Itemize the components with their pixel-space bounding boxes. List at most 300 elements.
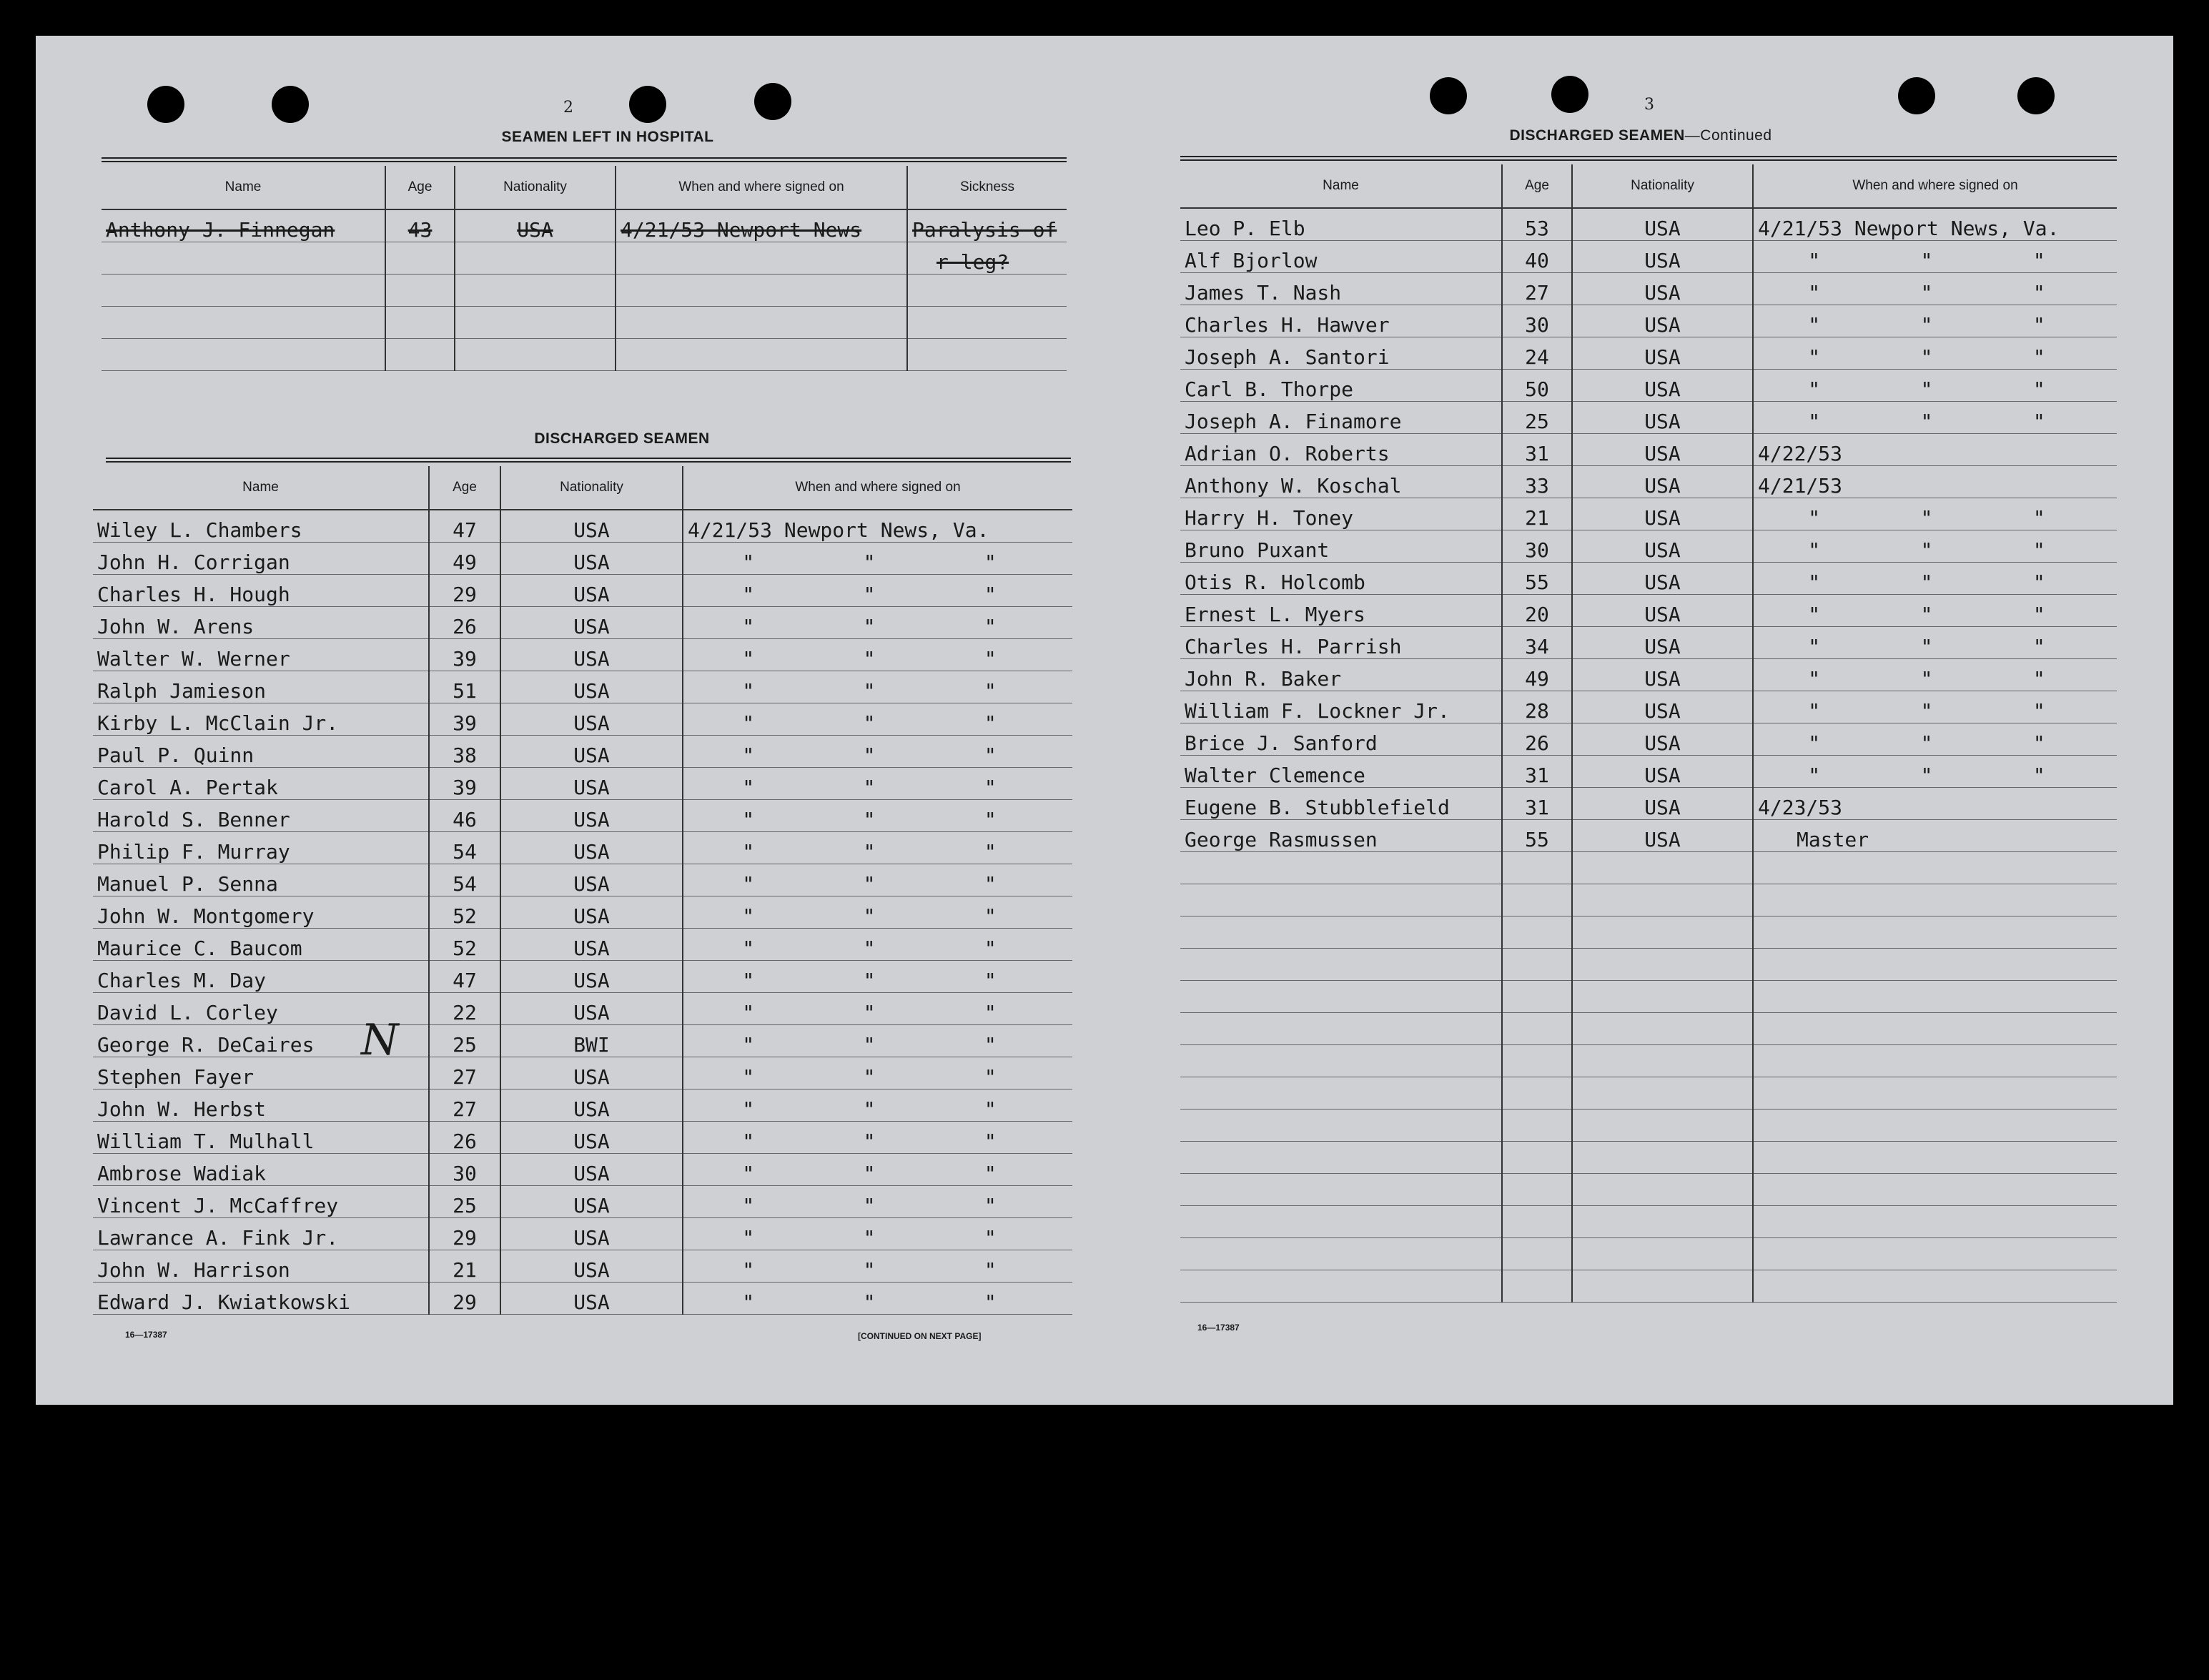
seaman-nationality: USA (1572, 627, 1753, 659)
blank-cell (1180, 981, 1502, 1013)
seaman-age: 33 (1502, 466, 1572, 498)
blank-cell (102, 242, 385, 275)
ditto-mark: " (863, 808, 876, 831)
signed-on (683, 768, 1072, 800)
ditto-mark: " (1808, 731, 1821, 755)
seaman-age: 47 (429, 510, 500, 543)
handwritten-mark: N (361, 1015, 399, 1065)
table-row (93, 896, 1072, 929)
ditto-mark: " (984, 647, 997, 671)
signed-on (683, 832, 1072, 864)
seaman-age: 34 (1502, 627, 1572, 659)
seaman-age: 27 (1502, 273, 1572, 305)
seaman-name: Alf Bjorlow (1180, 241, 1502, 273)
signed-on: Master (1753, 820, 2117, 852)
ditto-marks (1758, 570, 2117, 594)
ditto-marks (688, 1097, 1072, 1121)
blank-cell (1502, 1174, 1572, 1206)
ditto-marks (688, 840, 1072, 864)
seaman-name: John W. Herbst (93, 1089, 429, 1122)
ditto-mark: " (984, 1162, 997, 1185)
seaman-name: Carl B. Thorpe (1180, 370, 1502, 402)
signed-on (1753, 756, 2117, 788)
table-row (1180, 691, 2117, 723)
ditto-mark: " (1920, 506, 1933, 530)
hospital-section-title: SEAMEN LEFT IN HOSPITAL (501, 129, 714, 145)
seaman-age: 39 (429, 639, 500, 671)
signed-on (1753, 723, 2117, 756)
blank-cell (455, 242, 616, 275)
blank-cell (455, 307, 616, 339)
seaman-name: Carol A. Pertak (93, 768, 429, 800)
blank-cell (1572, 1110, 1753, 1142)
ditto-mark: " (742, 1001, 755, 1024)
seaman-name: Ralph Jamieson (93, 671, 429, 703)
ditto-mark: " (742, 840, 755, 864)
blank-cell (102, 307, 385, 339)
ditto-mark: " (1808, 249, 1821, 272)
ditto-mark: " (863, 679, 876, 703)
column-header: When and where signed on (1753, 164, 2117, 208)
blank-cell (907, 275, 1067, 307)
ditto-mark: " (863, 937, 876, 960)
ditto-mark: " (742, 1130, 755, 1153)
blank-cell (385, 242, 455, 275)
ditto-mark: " (742, 969, 755, 992)
seaman-age: 55 (1502, 563, 1572, 595)
table-row (1180, 659, 2117, 691)
seaman-age: 52 (429, 929, 500, 961)
signed-on (1753, 402, 2117, 434)
seaman-nationality: USA (500, 639, 683, 671)
ditto-mark: " (984, 969, 997, 992)
ditto-mark: " (984, 776, 997, 799)
ditto-marks (1758, 410, 2117, 433)
blank-row (1180, 1013, 2117, 1045)
seaman-age: 21 (1502, 498, 1572, 530)
blank-cell (1502, 852, 1572, 884)
seaman-age: 50 (1502, 370, 1572, 402)
table-row (93, 1154, 1072, 1186)
ditto-mark: " (984, 1033, 997, 1057)
seaman-nationality: USA (1572, 337, 1753, 370)
seaman-age: 31 (1502, 756, 1572, 788)
ditto-mark: " (1808, 764, 1821, 787)
blank-row (1180, 1174, 2117, 1206)
seaman-nationality: USA (1572, 466, 1753, 498)
ditto-mark: " (863, 1097, 876, 1121)
blank-cell (1572, 1206, 1753, 1238)
blank-cell (1753, 1206, 2117, 1238)
ditto-mark: " (1808, 377, 1821, 401)
ditto-mark: " (742, 1065, 755, 1089)
signed-on: 4/21/53 (1753, 466, 2117, 498)
seaman-age: 39 (429, 703, 500, 736)
seaman-nationality: USA (1572, 563, 1753, 595)
blank-cell (907, 339, 1067, 371)
ditto-marks (688, 743, 1072, 767)
ditto-mark: " (863, 904, 876, 928)
ditto-marks (1758, 313, 2117, 337)
left-page (36, 36, 1104, 1405)
blank-cell (1502, 1142, 1572, 1174)
ditto-mark: " (984, 840, 997, 864)
seaman-nationality: USA (500, 510, 683, 543)
signed-on (683, 800, 1072, 832)
ditto-marks (688, 872, 1072, 896)
ditto-marks (688, 1130, 1072, 1153)
blank-cell (1572, 1142, 1753, 1174)
table-row (1180, 723, 2117, 756)
seaman-nationality: USA (1572, 434, 1753, 466)
signed-on: 4/21/53 Newport News, Va. (1753, 208, 2117, 241)
patient-nationality: USA (455, 209, 616, 242)
seaman-nationality: USA (1572, 756, 1753, 788)
seaman-age: 31 (1502, 788, 1572, 820)
ditto-marks (1758, 731, 2117, 755)
table-row (93, 575, 1072, 607)
seaman-name: Ernest L. Myers (1180, 595, 1502, 627)
ditto-marks (1758, 603, 2117, 626)
blank-row (1180, 981, 2117, 1013)
ditto-mark: " (863, 1226, 876, 1250)
blank-cell (1180, 1142, 1502, 1174)
ditto-marks (1758, 249, 2117, 272)
ditto-mark: " (2032, 313, 2045, 337)
blank-cell (1180, 1077, 1502, 1110)
blank-cell (1180, 1206, 1502, 1238)
seaman-age: 25 (429, 1025, 500, 1057)
document-scan (36, 36, 2173, 1405)
table-row (1180, 337, 2117, 370)
seaman-name: John H. Corrigan (93, 543, 429, 575)
ditto-mark: " (1920, 249, 1933, 272)
seaman-nationality: USA (1572, 659, 1753, 691)
ditto-mark: " (1920, 281, 1933, 305)
ditto-mark: " (863, 1130, 876, 1153)
table-row (93, 607, 1072, 639)
section-title-suffix: —Continued (1684, 127, 1772, 144)
discharged-continued-title (1390, 127, 1891, 144)
ditto-mark: " (984, 1226, 997, 1250)
ditto-marks (688, 969, 1072, 992)
table-row (93, 1057, 1072, 1089)
seaman-name: Joseph A. Finamore (1180, 402, 1502, 434)
table-row (1180, 305, 2117, 337)
seaman-nationality: USA (500, 896, 683, 929)
seaman-age: 22 (429, 993, 500, 1025)
blank-cell (1572, 884, 1753, 916)
blank-row (102, 275, 1067, 307)
seaman-nationality: USA (1572, 595, 1753, 627)
ditto-mark: " (742, 1162, 755, 1185)
seaman-age: 28 (1502, 691, 1572, 723)
seaman-name: Anthony W. Koschal (1180, 466, 1502, 498)
ditto-mark: " (742, 711, 755, 735)
signed-on (1753, 659, 2117, 691)
page-number: 2 (563, 99, 573, 117)
signed-on (1753, 627, 2117, 659)
ditto-mark: " (1808, 410, 1821, 433)
signed-on (1753, 337, 2117, 370)
signed-on (1753, 530, 2117, 563)
seaman-age: 29 (429, 575, 500, 607)
seaman-age: 21 (429, 1250, 500, 1283)
ditto-marks (688, 1065, 1072, 1089)
blank-cell (1572, 1174, 1753, 1206)
signed-on (683, 1089, 1072, 1122)
ditto-mark: " (742, 1097, 755, 1121)
seaman-age: 26 (429, 607, 500, 639)
table-row (93, 768, 1072, 800)
ditto-mark: " (984, 743, 997, 767)
ditto-mark: " (2032, 281, 2045, 305)
signed-on: 4/22/53 (1753, 434, 2117, 466)
ditto-mark: " (863, 615, 876, 638)
table-row (1180, 498, 2117, 530)
form-number: 16—17387 (1197, 1323, 1240, 1333)
column-header: Nationality (500, 466, 683, 510)
column-header: Name (102, 166, 385, 209)
seaman-name: Joseph A. Santori (1180, 337, 1502, 370)
ditto-marks (688, 1162, 1072, 1185)
seaman-name: Philip F. Murray (93, 832, 429, 864)
blank-row (1180, 1206, 2117, 1238)
ditto-mark: " (863, 1033, 876, 1057)
table-row (93, 800, 1072, 832)
blank-cell (616, 339, 907, 371)
seaman-name: Eugene B. Stubblefield (1180, 788, 1502, 820)
ditto-mark: " (863, 1194, 876, 1217)
ditto-mark: " (2032, 538, 2045, 562)
seaman-name: Brice J. Sanford (1180, 723, 1502, 756)
form-number: 16—17387 (125, 1330, 167, 1340)
seaman-nationality: USA (1572, 820, 1753, 852)
table-row (1180, 563, 2117, 595)
blank-cell (385, 307, 455, 339)
signed-on (1753, 563, 2117, 595)
blank-cell (1572, 1270, 1753, 1303)
blank-row (102, 339, 1067, 371)
ditto-mark: " (2032, 345, 2045, 369)
ditto-mark: " (863, 743, 876, 767)
ditto-mark: " (1920, 731, 1933, 755)
seaman-name: John R. Baker (1180, 659, 1502, 691)
ditto-marks (688, 1033, 1072, 1057)
seaman-name: Kirby L. McClain Jr. (93, 703, 429, 736)
blank-cell (1502, 1077, 1572, 1110)
table-row (1180, 370, 2117, 402)
signed-on (683, 896, 1072, 929)
ditto-mark: " (1920, 635, 1933, 658)
seaman-age: 46 (429, 800, 500, 832)
table-row (1180, 820, 2117, 852)
table-row (93, 1218, 1072, 1250)
seaman-nationality: USA (500, 1283, 683, 1315)
seaman-nationality: USA (500, 671, 683, 703)
ditto-mark: " (742, 776, 755, 799)
ditto-mark: " (984, 1097, 997, 1121)
ditto-mark: " (984, 550, 997, 574)
ditto-mark: " (863, 1162, 876, 1185)
signed-on (683, 961, 1072, 993)
seaman-nationality: USA (500, 961, 683, 993)
table-row (93, 1025, 1072, 1057)
seaman-nationality: USA (500, 1218, 683, 1250)
blank-cell (1753, 981, 2117, 1013)
seaman-name: Maurice C. Baucom (93, 929, 429, 961)
seaman-name: Charles M. Day (93, 961, 429, 993)
ditto-mark: " (742, 615, 755, 638)
seaman-nationality: USA (500, 1089, 683, 1122)
column-header: Age (429, 466, 500, 510)
blank-cell (1753, 1045, 2117, 1077)
blank-cell (1180, 1110, 1502, 1142)
signed-on (683, 575, 1072, 607)
seaman-name: David L. Corley (93, 993, 429, 1025)
seaman-nationality: USA (500, 800, 683, 832)
blank-row (1180, 1077, 2117, 1110)
ditto-mark: " (863, 711, 876, 735)
ditto-mark: " (1920, 377, 1933, 401)
blank-cell (1502, 884, 1572, 916)
signed-on (1753, 691, 2117, 723)
ditto-marks (688, 1258, 1072, 1282)
ditto-mark: " (2032, 699, 2045, 723)
ditto-marks (1758, 635, 2117, 658)
ditto-marks (1758, 699, 2117, 723)
blank-cell (1753, 1238, 2117, 1270)
table-row (1180, 788, 2117, 820)
ditto-mark: " (742, 904, 755, 928)
ditto-mark: " (742, 583, 755, 606)
discharged-table (93, 466, 1072, 1315)
ditto-mark: " (1920, 603, 1933, 626)
signed-on (683, 607, 1072, 639)
ditto-mark: " (984, 937, 997, 960)
seaman-nationality: USA (500, 607, 683, 639)
seaman-nationality: USA (500, 864, 683, 896)
ditto-mark: " (1920, 699, 1933, 723)
ditto-mark: " (863, 583, 876, 606)
blank-cell (1753, 1077, 2117, 1110)
blank-cell (455, 275, 616, 307)
blank-cell (1753, 949, 2117, 981)
table-row (1180, 273, 2117, 305)
blank-cell (1180, 1270, 1502, 1303)
seaman-age: 39 (429, 768, 500, 800)
ditto-marks (688, 904, 1072, 928)
signed-on (683, 736, 1072, 768)
blank-cell (1180, 949, 1502, 981)
blank-cell (385, 339, 455, 371)
signed-on (683, 543, 1072, 575)
blank-cell (1502, 916, 1572, 949)
table-row (93, 510, 1072, 543)
blank-cell (1502, 1270, 1572, 1303)
seaman-age: 52 (429, 896, 500, 929)
blank-cell (1753, 884, 2117, 916)
signed-on (683, 1122, 1072, 1154)
seaman-age: 29 (429, 1283, 500, 1315)
ditto-mark: " (863, 1258, 876, 1282)
ditto-mark: " (863, 1001, 876, 1024)
blank-cell (1180, 1238, 1502, 1270)
ditto-mark: " (1808, 603, 1821, 626)
right-page (1104, 36, 2173, 1405)
ditto-mark: " (742, 550, 755, 574)
ditto-marks (688, 711, 1072, 735)
blank-cell (1572, 1013, 1753, 1045)
double-rule (102, 157, 1067, 162)
ditto-mark: " (742, 647, 755, 671)
signed-on (683, 639, 1072, 671)
ditto-mark: " (984, 904, 997, 928)
blank-cell (102, 275, 385, 307)
ditto-mark: " (984, 583, 997, 606)
ditto-marks (688, 615, 1072, 638)
seaman-age: 27 (429, 1089, 500, 1122)
table-row (93, 671, 1072, 703)
ditto-mark: " (2032, 764, 2045, 787)
blank-row (1180, 852, 2117, 884)
seaman-age: 54 (429, 864, 500, 896)
seaman-nationality: USA (500, 575, 683, 607)
ditto-mark: " (863, 550, 876, 574)
blank-row (1180, 1045, 2117, 1077)
seaman-nationality: USA (500, 703, 683, 736)
ditto-mark: " (742, 937, 755, 960)
discharged-section-title: DISCHARGED SEAMEN (534, 430, 710, 447)
ditto-marks (688, 1001, 1072, 1024)
blank-cell (1572, 949, 1753, 981)
table-row (93, 543, 1072, 575)
patient-signed-on: 4/21/53 Newport News (616, 209, 907, 242)
seaman-name: Adrian O. Roberts (1180, 434, 1502, 466)
seaman-name: George Rasmussen (1180, 820, 1502, 852)
ditto-mark: " (2032, 506, 2045, 530)
blank-cell (1180, 884, 1502, 916)
seaman-nationality: USA (1572, 305, 1753, 337)
table-row (102, 209, 1067, 242)
table-row (93, 929, 1072, 961)
seaman-age: 30 (429, 1154, 500, 1186)
ditto-marks (688, 550, 1072, 574)
blank-row (1180, 1110, 2117, 1142)
column-header: Name (93, 466, 429, 510)
seaman-nationality: USA (1572, 370, 1753, 402)
blank-cell (1180, 916, 1502, 949)
blank-cell (616, 275, 907, 307)
column-header: Age (1502, 164, 1572, 208)
column-header: Sickness (907, 166, 1067, 209)
ditto-mark: " (984, 872, 997, 896)
ditto-mark: " (742, 1290, 755, 1314)
seaman-nationality: USA (500, 543, 683, 575)
ditto-mark: " (984, 615, 997, 638)
seaman-age: 30 (1502, 530, 1572, 563)
table-row (93, 1186, 1072, 1218)
ditto-mark: " (984, 1290, 997, 1314)
signed-on (683, 864, 1072, 896)
seaman-nationality: USA (1572, 402, 1753, 434)
table-row (93, 736, 1072, 768)
ditto-marks (688, 1290, 1072, 1314)
ditto-mark: " (1920, 570, 1933, 594)
ditto-marks (1758, 764, 2117, 787)
blank-cell (1753, 1110, 2117, 1142)
table-row (1180, 595, 2117, 627)
